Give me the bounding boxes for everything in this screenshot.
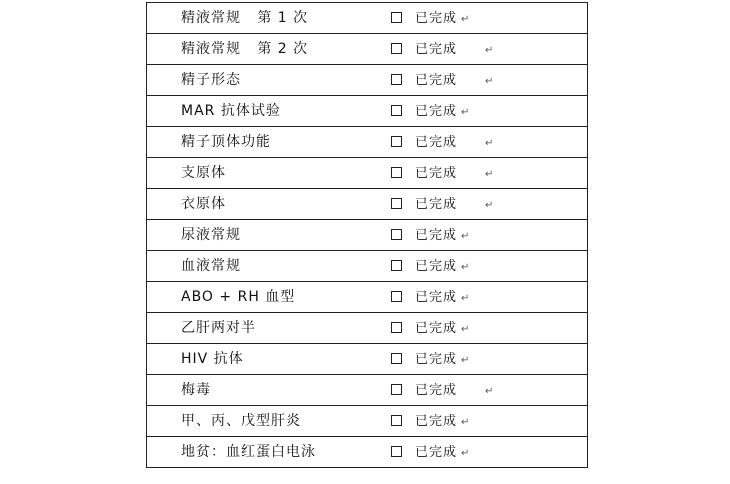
table-row xyxy=(147,65,587,96)
table-row xyxy=(147,313,587,344)
status-label: 已完成 xyxy=(415,383,458,398)
checkbox[interactable] xyxy=(391,322,402,333)
test-name: HIV 抗体 xyxy=(181,351,244,367)
checkbox[interactable] xyxy=(391,446,402,457)
table-row xyxy=(147,189,587,220)
paragraph-mark-icon: ↵ xyxy=(461,324,470,335)
test-name: 支原体 xyxy=(181,165,226,181)
test-name: 精液常规 第 1 次 xyxy=(181,10,309,26)
paragraph-mark-icon: ↵ xyxy=(461,14,470,25)
test-name: 精子形态 xyxy=(181,72,241,88)
checkbox[interactable] xyxy=(391,291,402,302)
paragraph-mark-icon: ↵ xyxy=(485,76,494,87)
checkbox[interactable] xyxy=(391,105,402,116)
status-label: 已完成 xyxy=(415,414,458,429)
test-name: 精子顶体功能 xyxy=(181,134,271,150)
checkbox[interactable] xyxy=(391,43,402,54)
test-name: 甲、丙、戊型肝炎 xyxy=(181,413,301,429)
test-name: ABO + RH 血型 xyxy=(181,289,296,305)
table-row xyxy=(147,158,587,189)
paragraph-mark-icon: ↵ xyxy=(461,231,470,242)
checkbox[interactable] xyxy=(391,353,402,364)
table-row xyxy=(147,406,587,437)
paragraph-mark-icon: ↵ xyxy=(461,417,470,428)
table-row xyxy=(147,34,587,65)
table-row xyxy=(147,282,587,313)
paragraph-mark-icon: ↵ xyxy=(461,355,470,366)
status-label: 已完成 xyxy=(415,11,458,26)
checkbox[interactable] xyxy=(391,415,402,426)
test-name: 梅毒 xyxy=(181,382,211,398)
checkbox[interactable] xyxy=(391,260,402,271)
paragraph-mark-icon: ↵ xyxy=(461,293,470,304)
test-name: MAR 抗体试验 xyxy=(181,103,281,119)
table-row xyxy=(147,344,587,375)
checkbox[interactable] xyxy=(391,198,402,209)
checkbox[interactable] xyxy=(391,384,402,395)
checkbox[interactable] xyxy=(391,229,402,240)
status-label: 已完成 xyxy=(415,197,458,212)
paragraph-mark-icon: ↵ xyxy=(485,386,494,397)
paragraph-mark-icon: ↵ xyxy=(485,200,494,211)
test-name: 血液常规 xyxy=(181,258,241,274)
checkbox[interactable] xyxy=(391,12,402,23)
table-row xyxy=(147,375,587,406)
checkbox[interactable] xyxy=(391,167,402,178)
status-label: 已完成 xyxy=(415,42,458,57)
status-label: 已完成 xyxy=(415,135,458,150)
status-label: 已完成 xyxy=(415,321,458,336)
status-label: 已完成 xyxy=(415,228,458,243)
paragraph-mark-icon: ↵ xyxy=(461,107,470,118)
paragraph-mark-icon: ↵ xyxy=(485,45,494,56)
table-row xyxy=(147,251,587,282)
paragraph-mark-icon: ↵ xyxy=(461,262,470,273)
table-row xyxy=(147,437,587,468)
table-row xyxy=(147,127,587,158)
test-name: 精液常规 第 2 次 xyxy=(181,41,309,57)
table-row xyxy=(147,220,587,251)
status-label: 已完成 xyxy=(415,104,458,119)
checkbox[interactable] xyxy=(391,136,402,147)
test-name: 尿液常规 xyxy=(181,227,241,243)
status-label: 已完成 xyxy=(415,352,458,367)
checklist-table xyxy=(146,2,588,468)
status-label: 已完成 xyxy=(415,73,458,88)
status-label: 已完成 xyxy=(415,259,458,274)
status-label: 已完成 xyxy=(415,166,458,181)
status-label: 已完成 xyxy=(415,290,458,305)
table-row xyxy=(147,3,587,34)
test-name: 衣原体 xyxy=(181,196,226,212)
test-name: 乙肝两对半 xyxy=(181,320,256,336)
table-row xyxy=(147,96,587,127)
paragraph-mark-icon: ↵ xyxy=(461,448,470,459)
status-label: 已完成 xyxy=(415,445,458,460)
test-name: 地贫：血红蛋白电泳 xyxy=(181,444,316,460)
paragraph-mark-icon: ↵ xyxy=(485,138,494,149)
paragraph-mark-icon: ↵ xyxy=(485,169,494,180)
checkbox[interactable] xyxy=(391,74,402,85)
